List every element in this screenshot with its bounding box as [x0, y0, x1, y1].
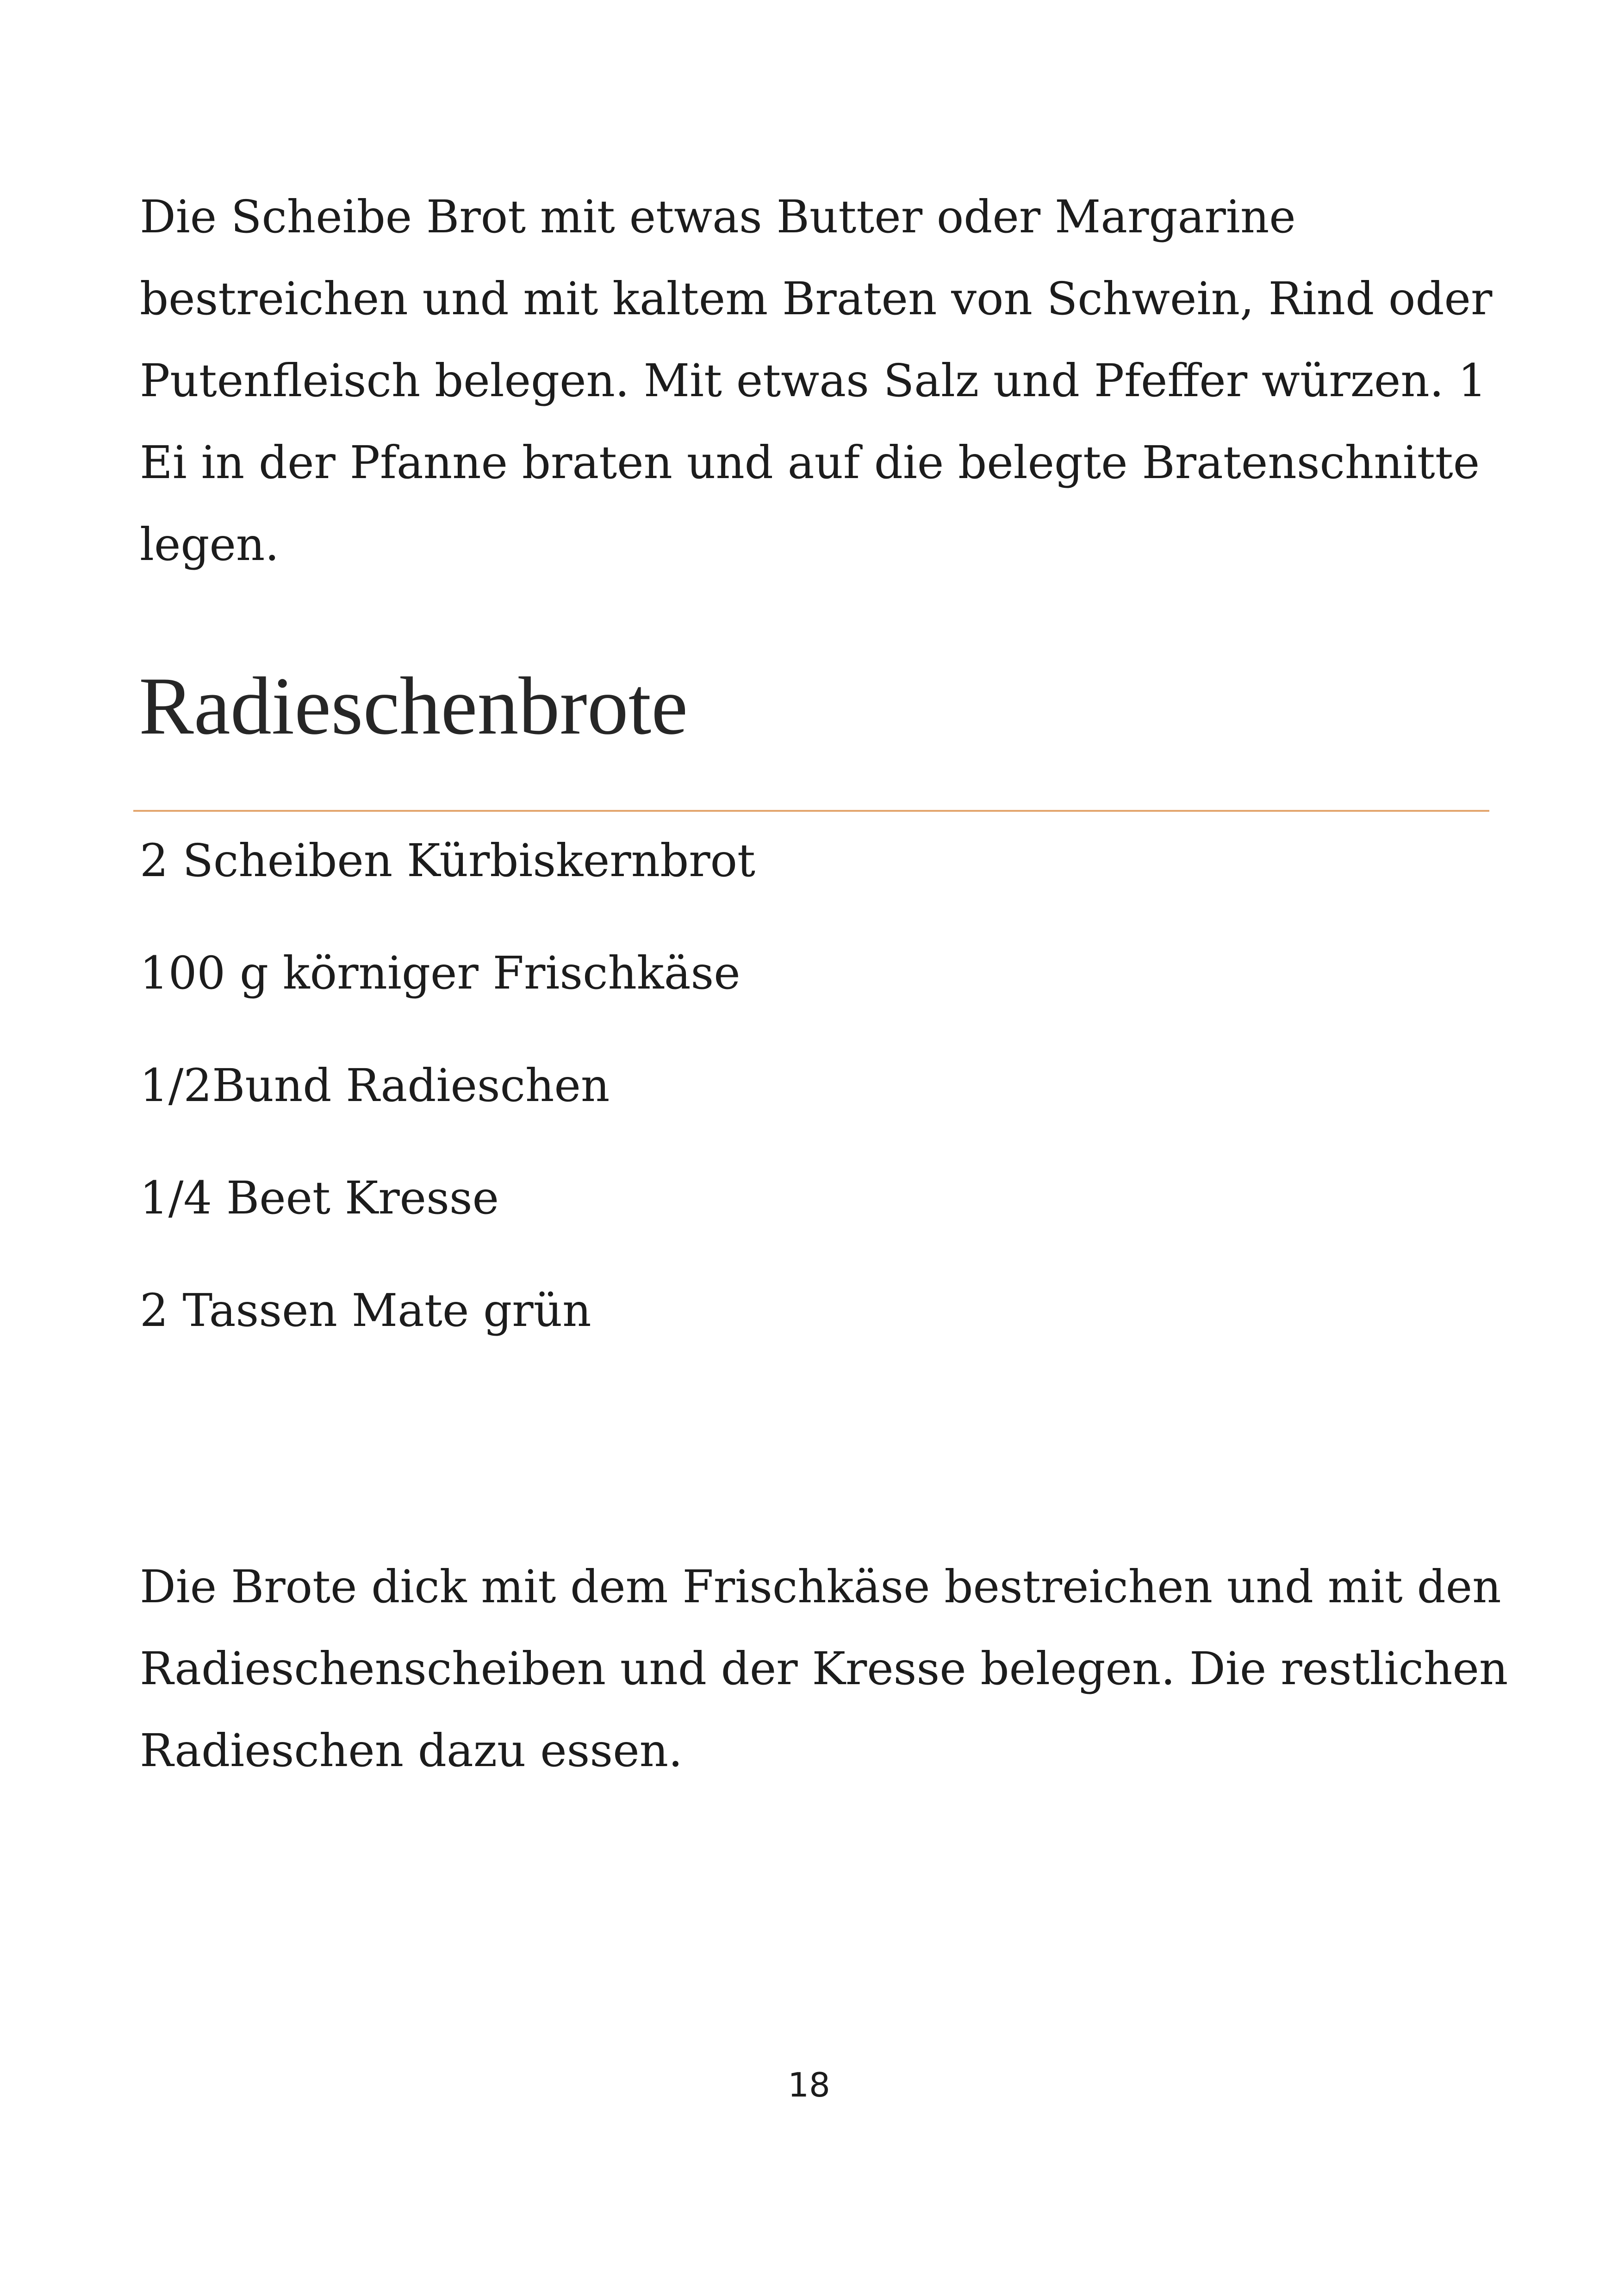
ingredient-item: 2 Tassen Mate grün — [140, 1284, 591, 1337]
ingredient-list — [140, 833, 755, 1395]
ingredient-item: 1/2Bund Radieschen — [140, 1059, 610, 1112]
page-number: 18 — [788, 2066, 830, 2104]
ingredient-item: 1/4 Beet Kresse — [140, 1172, 499, 1224]
title-divider — [133, 810, 1489, 812]
recipe-title: Radieschenbrote — [139, 660, 688, 752]
method-paragraph: Die Brote dick mit dem Frischkäse bestreichen und mit den Radieschenscheiben und der Kresse belegen. Die restlichen Radieschen dazu essen. — [140, 1561, 1508, 1777]
intro-paragraph: Die Scheibe Brot mit etwas Butter oder Margarine bestreichen und mit kaltem Braten von Schwein, Rind oder Putenfleisch belegen. Mit etwas Salz und Pfeffer würzen. 1 Ei in der Pfanne braten und auf die belegte Bratenschnitte legen. — [140, 191, 1493, 571]
ingredient-item: 100 g körniger Frischkäse — [140, 947, 741, 999]
ingredient-item: 2 Scheiben Kürbiskernbrot — [140, 834, 755, 887]
